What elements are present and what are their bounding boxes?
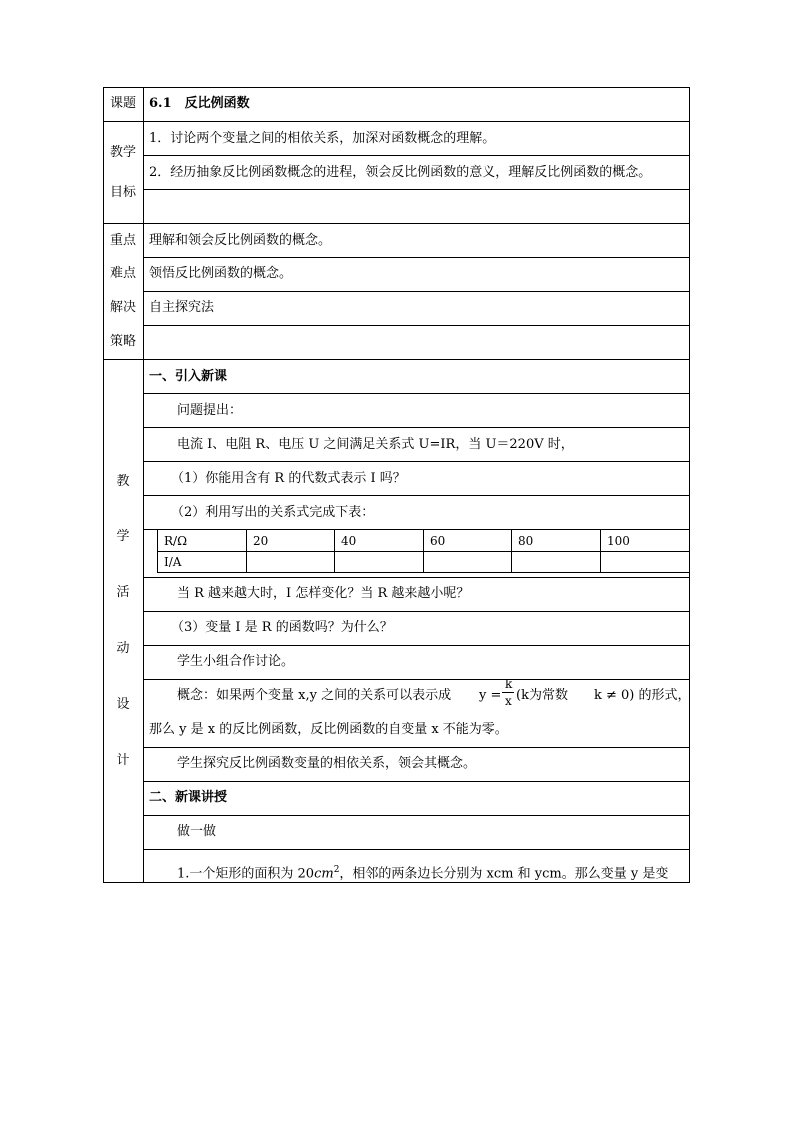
question-raise: 问题提出： (177, 403, 243, 418)
section-heading: 二、新课讲授 (149, 790, 228, 805)
fraction-bar (502, 692, 514, 693)
concept-text: 概念：如果两个变量 x,y 之间的关系可以表示成 (177, 688, 452, 703)
discussion-text: 学生小组合作讨论。 (177, 654, 295, 669)
label-activity: 动 (116, 641, 130, 656)
table-value: 20 (253, 534, 269, 548)
inner-table-line (600, 529, 601, 573)
row-divider (143, 257, 690, 258)
inner-table-line (423, 529, 424, 573)
formula-tail: k ≠ 0) 的形式， (594, 688, 691, 703)
row-divider (143, 393, 690, 394)
row-divider (143, 189, 690, 190)
objective-item: 1．讨论两个变量之间的相依关系，加深对函数概念的理解。 (149, 131, 496, 146)
label-key-points: 重点 (109, 233, 136, 248)
problem-1: 1.一个矩形的面积为 $20cm^2$，相邻的两条边长分别为 xcm 和 ycm。那么变量 y 是变 (177, 865, 669, 882)
row-divider (143, 815, 690, 816)
row-divider (103, 359, 690, 360)
row-divider (143, 325, 690, 326)
label-strategy-1: 解决 (109, 300, 136, 315)
label-activity: 教 (116, 474, 130, 489)
formula-mid: (k为常数 (516, 688, 568, 703)
label-activity: 学 (116, 529, 130, 544)
question-change: 当 R 越来越大时，I 怎样变化？当 R 越来越小呢？ (177, 586, 470, 601)
objective-item: 2．经历抽象反比例函数概念的进程，领会反比例函数的意义，理解反比例函数的概念。 (149, 165, 652, 180)
table-value: 100 (607, 534, 630, 548)
label-activity: 设 (116, 697, 130, 712)
row-divider (143, 529, 690, 530)
row-divider (143, 155, 690, 156)
row-divider (143, 679, 690, 680)
key-points-text: 理解和领会反比例函数的概念。 (149, 233, 332, 248)
concept-line-2: 那么 y 是 x 的反比例函数，反比例函数的自变量 x 不能为零。 (149, 722, 508, 737)
row-divider (143, 781, 690, 782)
table-value: 80 (518, 534, 534, 548)
label-objectives-2: 目标 (109, 185, 136, 200)
table-value: 60 (430, 534, 446, 548)
row-divider (103, 223, 690, 224)
question-1: （1）你能用含有 R 的代数式表示 I 吗？ (171, 471, 406, 486)
section-heading: 一、引入新课 (149, 369, 228, 384)
row-divider (143, 611, 690, 612)
inner-table-line (157, 529, 158, 573)
row-divider (103, 121, 690, 122)
difficulties-text: 领悟反比例函数的概念。 (149, 266, 293, 281)
label-strategy-2: 策略 (109, 334, 136, 349)
inner-table-line (334, 529, 335, 573)
row-divider (143, 747, 690, 748)
do-it-text: 做一做 (177, 824, 217, 839)
explore-text: 学生探究反比例函数变量的相依关系，领会其概念。 (177, 756, 477, 771)
row-divider (143, 427, 690, 428)
label-activity: 活 (116, 585, 130, 600)
label-objectives-1: 教学 (109, 145, 136, 160)
row-divider (143, 849, 690, 850)
question-3: （3）变量 I 是 R 的函数吗？为什么？ (171, 620, 393, 635)
row-divider (143, 645, 690, 646)
question-2: （2）利用写出的关系式完成下表： (171, 505, 375, 520)
row-divider (143, 577, 690, 578)
lesson-title: 6.1 反比例函数 (149, 96, 250, 111)
question-relation: 电流 I、电阻 R、电压 U 之间满足关系式 U=IR，当 U＝220V 时， (177, 437, 574, 452)
inner-table-line (511, 529, 512, 573)
formula-denominator: x (505, 694, 512, 708)
inner-table-line (246, 529, 247, 573)
formula-lhs: y = (479, 688, 502, 703)
row-divider (143, 461, 690, 462)
row-divider (143, 291, 690, 292)
table-header-r: R/Ω (164, 534, 188, 548)
formula-numerator: k (505, 677, 513, 691)
strategy-text: 自主探究法 (149, 300, 215, 315)
label-topic: 课题 (109, 96, 136, 111)
table-value: 40 (341, 534, 357, 548)
label-activity: 计 (116, 753, 130, 768)
table-header-i: I/A (164, 555, 182, 569)
label-difficulties: 难点 (109, 266, 136, 281)
column-divider (143, 87, 144, 883)
row-divider (143, 495, 690, 496)
